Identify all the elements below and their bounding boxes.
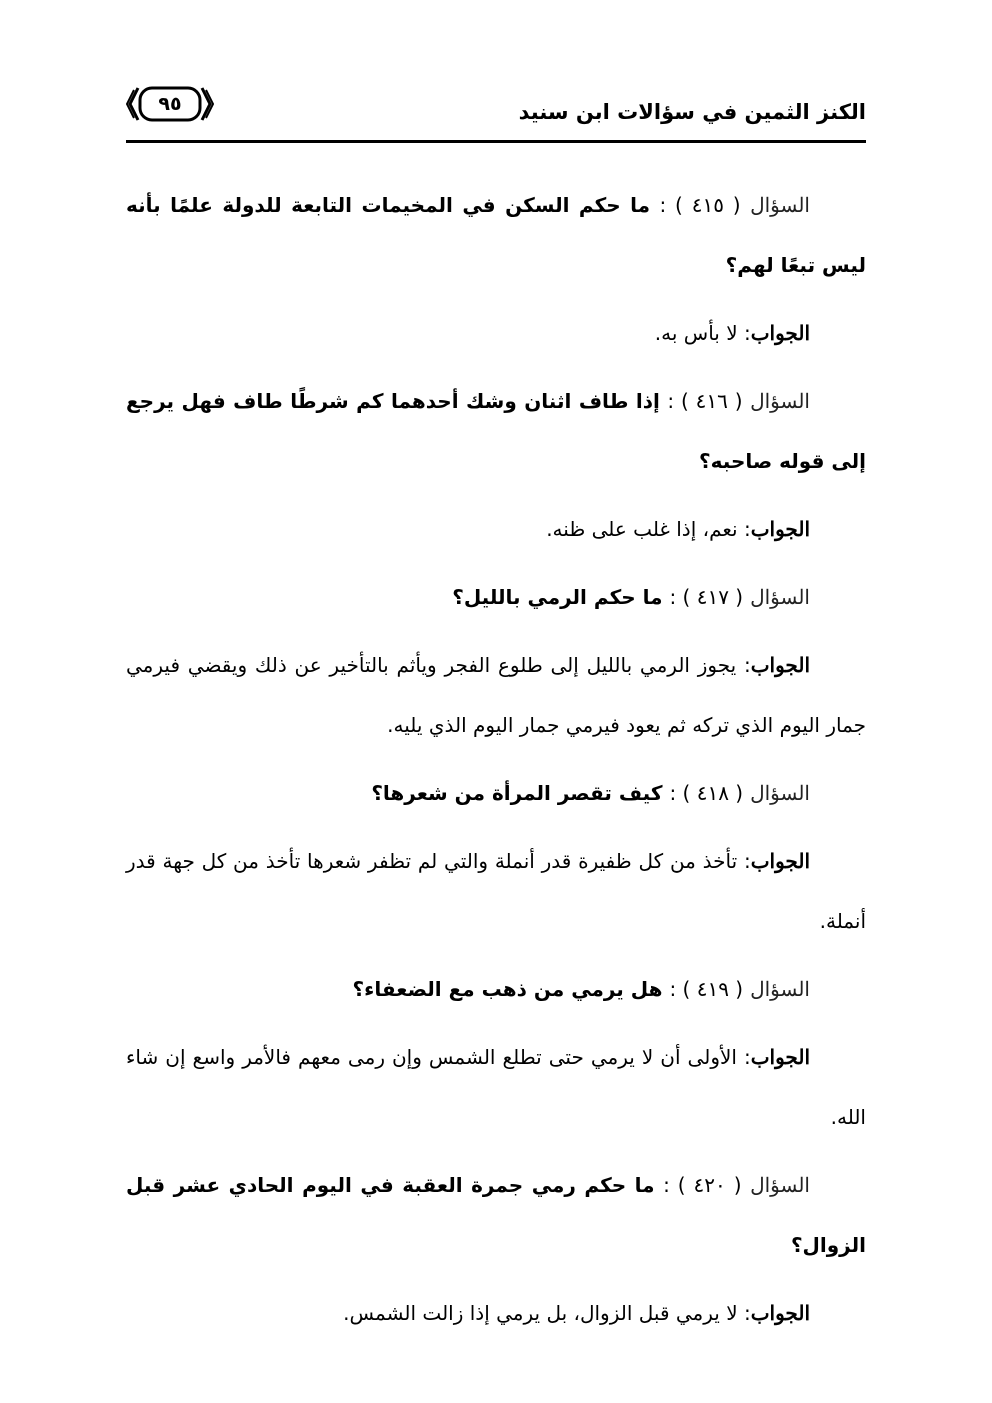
question-text: ما حكم رمي جمرة العقبة في اليوم الحادي عشر قبل الزوال؟ bbox=[126, 1173, 866, 1257]
answer-text: : تأخذ من كل ظفيرة قدر أنملة والتي لم تظفر شعرها تأخذ من كل جهة قدر أنملة. bbox=[126, 849, 866, 933]
question-paragraph bbox=[126, 567, 866, 627]
question-text: هل يرمي من ذهب مع الضعفاء؟ bbox=[352, 977, 663, 1001]
question-paragraph bbox=[126, 175, 866, 295]
question-text: ما حكم الرمي بالليل؟ bbox=[452, 585, 663, 609]
answer-paragraph bbox=[126, 831, 866, 951]
question-number: ( ٤١٩ ) : bbox=[669, 977, 744, 1001]
question-number: ( ٤٢٠ ) : bbox=[663, 1173, 742, 1197]
question-number: ( ٤١٨ ) : bbox=[669, 781, 744, 805]
question-label: السؤال bbox=[750, 1173, 810, 1197]
question-paragraph bbox=[126, 763, 866, 823]
page-number: ٩٥ bbox=[158, 93, 182, 115]
answer-paragraph bbox=[126, 499, 866, 559]
answer-text: : الأولى أن لا يرمي حتى تطلع الشمس وإن رمى معهم فالأمر واسع إن شاء الله. bbox=[126, 1045, 866, 1129]
question-text: ما حكم السكن في المخيمات التابعة للدولة علمًا بأنه ليس تبعًا لهم؟ bbox=[126, 193, 866, 277]
question-paragraph bbox=[126, 959, 866, 1019]
question-text: كيف تقصر المرأة من شعرها؟ bbox=[371, 781, 663, 805]
question-number: ( ٤١٥ ) : bbox=[659, 193, 741, 217]
answer-label: الجواب bbox=[750, 321, 810, 345]
question-number: ( ٤١٧ ) : bbox=[669, 585, 744, 609]
question-label: السؤال bbox=[750, 781, 810, 805]
page-number-frame bbox=[126, 84, 214, 124]
answer-text: : يجوز الرمي بالليل إلى طلوع الفجر ويأثم بالتأخير عن ذلك ويقضي فيرمي جمار اليوم الذي تركه ثم يعود فيرمي جمار اليوم الذي يليه. bbox=[126, 653, 866, 737]
answer-paragraph bbox=[126, 1027, 866, 1147]
question-label: السؤال bbox=[750, 977, 810, 1001]
answer-text: : لا يرمي قبل الزوال، بل يرمي إذا زالت الشمس. bbox=[343, 1301, 751, 1325]
question-paragraph bbox=[126, 1155, 866, 1275]
answer-label: الجواب bbox=[750, 653, 810, 677]
book-title: الكنز الثمين في سؤالات ابن سنيد bbox=[518, 100, 866, 124]
answer-text: : نعم، إذا غلب على ظنه. bbox=[546, 517, 751, 541]
answer-label: الجواب bbox=[750, 1301, 810, 1325]
question-text: إذا طاف اثنان وشك أحدهما كم شرطًا طاف فهل يرجع إلى قوله صاحبه؟ bbox=[126, 389, 866, 473]
page-body bbox=[126, 175, 866, 1351]
answer-paragraph bbox=[126, 1283, 866, 1343]
answer-paragraph bbox=[126, 635, 866, 755]
question-number: ( ٤١٦ ) : bbox=[667, 389, 743, 413]
answer-text: : لا بأس به. bbox=[654, 321, 751, 345]
answer-paragraph bbox=[126, 303, 866, 363]
answer-label: الجواب bbox=[750, 517, 810, 541]
answer-label: الجواب bbox=[750, 1045, 810, 1069]
answer-label: الجواب bbox=[750, 849, 810, 873]
question-label: السؤال bbox=[750, 389, 810, 413]
page-header bbox=[126, 78, 866, 143]
question-label: السؤال bbox=[750, 193, 810, 217]
question-paragraph bbox=[126, 371, 866, 491]
question-label: السؤال bbox=[750, 585, 810, 609]
